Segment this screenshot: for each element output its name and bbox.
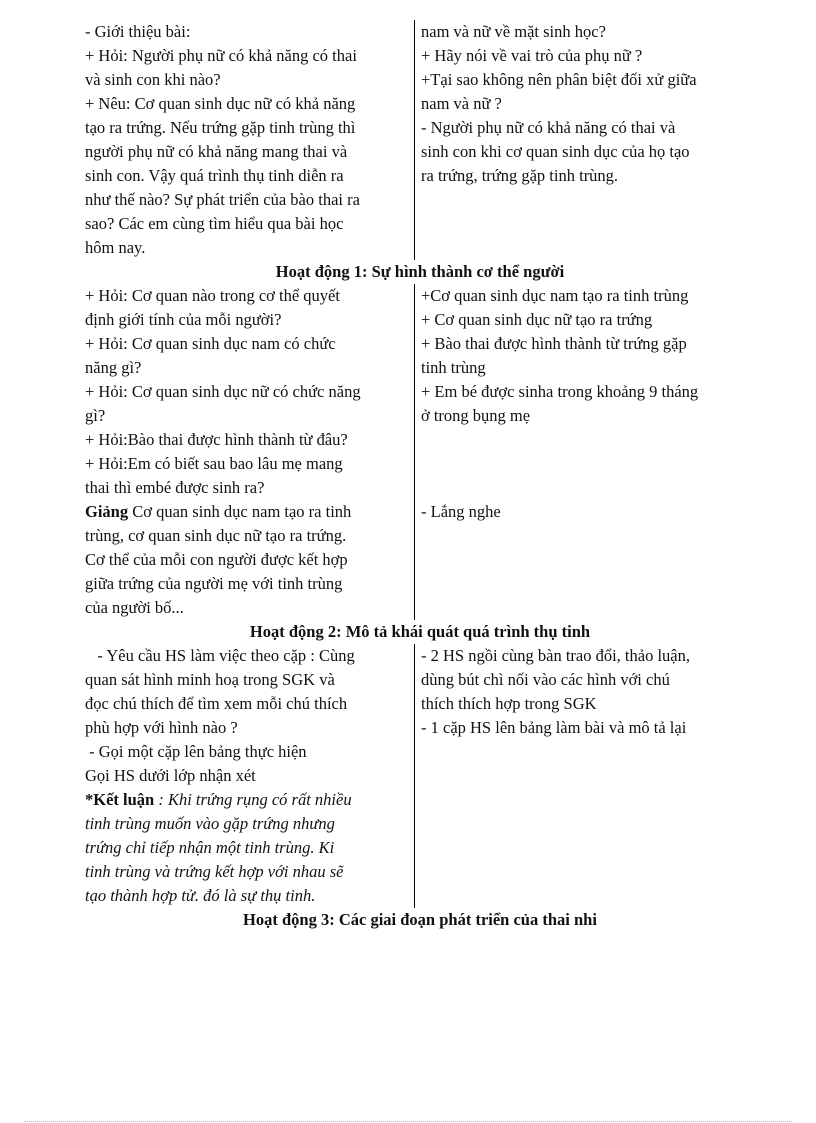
text-line: +Tại sao không nên phân biệt đối xử giữa — [421, 70, 697, 89]
text-line: giữa trứng của người mẹ với tinh trùng — [85, 574, 343, 593]
text-line: ra trứng, trứng gặp tinh trùng. — [421, 166, 619, 185]
activity-3-heading: Hoạt động 3: Các giai đoạn phát triển của thai nhi — [243, 910, 597, 929]
text-line: + Cơ quan sinh dục nữ tạo ra trứng — [421, 310, 653, 329]
text-line: năng gì? — [85, 358, 142, 377]
text-line: đọc chú thích để tìm xem mỗi chú thích — [85, 694, 348, 713]
text-line: + Hỏi: Cơ quan sinh dục nam có chức — [85, 334, 336, 353]
text-line: nam và nữ ? — [421, 94, 502, 113]
text-line: sao? Các em cùng tìm hiểu qua bài học — [85, 214, 344, 233]
text-line: + Hỏi:Bào thai được hình thành từ đâu? — [85, 430, 348, 449]
text-line: - 1 cặp HS lên bảng làm bài và mô tả lại — [421, 718, 687, 737]
explain-line — [85, 500, 410, 524]
text-line: gì? — [85, 406, 106, 425]
explain-label: Giảng — [85, 502, 129, 521]
document-page — [85, 20, 755, 932]
text-line: định giới tính của mỗi người? — [85, 310, 282, 329]
activity-2-section — [85, 644, 755, 908]
text-line: và sinh con khi nào? — [85, 70, 221, 89]
text-line: tinh trùng và trứng kết hợp với nhau sẽ — [85, 862, 344, 881]
conclusion-text: : Khi trứng rụng có rất nhiều — [154, 790, 352, 809]
text-line: tạo ra trứng. Nếu trứng gặp tinh trùng thì — [85, 118, 356, 137]
text-line: + Hỏi: Cơ quan nào trong cơ thể quyết — [85, 286, 340, 305]
text-line: + Hỏi:Em có biết sau bao lâu mẹ mang — [85, 454, 343, 473]
conclusion-label: *Kết luận — [85, 790, 155, 809]
text-line: thích thích hợp trong SGK — [421, 694, 597, 713]
text-line: Cơ thể của mỗi con người được kết hợp — [85, 550, 348, 569]
text-line: dùng bút chì nối vào các hình với chú — [421, 670, 670, 689]
teacher-column — [85, 284, 415, 620]
text-line: - Người phụ nữ có khả năng có thai và — [421, 118, 676, 137]
teacher-column — [85, 20, 415, 260]
text-line: - Yêu cầu HS làm việc theo cặp : Cùng — [85, 646, 355, 665]
text-line: + Hỏi: Cơ quan sinh dục nữ có chức năng — [85, 382, 361, 401]
activity-1-heading: Hoạt động 1: Sự hình thành cơ thể người — [275, 262, 565, 281]
text-line: tạo thành hợp tử. đó là sự thụ tinh. — [85, 886, 316, 905]
student-column — [415, 284, 755, 620]
spacer — [421, 476, 755, 500]
text-line: nam và nữ về mặt sinh học? — [421, 22, 606, 41]
text-line: + Nêu: Cơ quan sinh dục nữ có khả năng — [85, 94, 356, 113]
text-line: + Hãy nói về vai trò của phụ nữ ? — [421, 46, 643, 65]
text-line: - Giới thiệu bài: — [85, 22, 191, 41]
text-line: tinh trùng muốn vào gặp trứng nhưng — [85, 814, 335, 833]
page-bottom-border — [24, 1121, 792, 1122]
activity-1-section — [85, 284, 755, 620]
text-line: thai thì embé được sinh ra? — [85, 478, 265, 497]
activity-2-heading: Hoạt động 2: Mô tả khái quát quá trình thụ tinh — [249, 622, 591, 641]
text-line: + Bào thai được hình thành từ trứng gặp — [421, 334, 687, 353]
text-line: người phụ nữ có khả năng mang thai và — [85, 142, 348, 161]
text-line: quan sát hình minh hoạ trong SGK và — [85, 670, 335, 689]
text-line: sinh con khi cơ quan sinh dục của họ tạo — [421, 142, 690, 161]
text-line: + Em bé được sinha trong khoảng 9 tháng — [421, 382, 699, 401]
text-line: của người bố... — [85, 598, 184, 617]
text-line: + Hỏi: Người phụ nữ có khả năng có thai — [85, 46, 357, 65]
text-line: - Lắng nghe — [421, 502, 501, 521]
spacer — [421, 428, 755, 452]
text-line: sinh con. Vậy quá trình thụ tinh diễn ra — [85, 166, 344, 185]
text-line: trùng, cơ quan sinh dục nữ tạo ra trứng. — [85, 526, 347, 545]
conclusion-line — [85, 788, 410, 812]
student-column — [415, 644, 755, 908]
text-line: - 2 HS ngồi cùng bàn trao đổi, thảo luận, — [421, 646, 690, 665]
intro-section — [85, 20, 755, 260]
text-line: trứng chỉ tiếp nhận một tinh trùng. Ki — [85, 838, 335, 857]
text-line: tinh trùng — [421, 358, 486, 377]
text-line: ở trong bụng mẹ — [421, 406, 531, 425]
student-column — [415, 20, 755, 260]
text-line: - Gọi một cặp lên bảng thực hiện — [85, 742, 307, 761]
text-line: hôm nay. — [85, 238, 146, 257]
spacer — [421, 452, 755, 476]
text-line: +Cơ quan sinh dục nam tạo ra tinh trùng — [421, 286, 689, 305]
text-line: phù hợp với hình nào ? — [85, 718, 238, 737]
teacher-column — [85, 644, 415, 908]
text-line: Gọi HS dưới lớp nhận xét — [85, 766, 256, 785]
explain-text: Cơ quan sinh dục nam tạo ra tinh — [128, 502, 352, 521]
text-line: như thế nào? Sự phát triển của bào thai ra — [85, 190, 360, 209]
